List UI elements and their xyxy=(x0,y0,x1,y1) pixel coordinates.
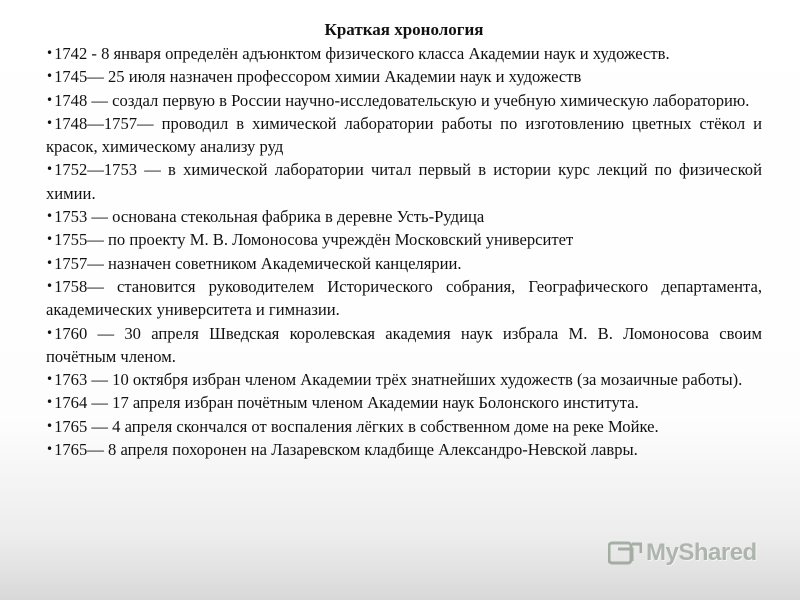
list-item-text: 1742 - 8 января определён адъюнктом физического класса Академии наук и художеств. xyxy=(54,44,670,63)
bullet-icon: • xyxy=(46,418,54,433)
bullet-icon: • xyxy=(46,115,54,130)
list-item xyxy=(46,252,762,275)
list-item-text: 1765— 8 апреля похоронен на Лазаревском кладбище Александро-Невской лавры. xyxy=(54,440,638,460)
list-item-text: 1753 — основана стекольная фабрика в деревне Усть-Рудица xyxy=(54,207,485,227)
bullet-icon: • xyxy=(46,395,54,410)
list-item-text: 1748 — создал первую в России научно-исследовательскую и учебную химическую лабораторию. xyxy=(54,90,750,110)
list-item-text: 1752—1753 — в химической лаборатории читал первый в истории курс лекций по физической химии. xyxy=(46,160,762,203)
list-item-text: 1765 — 4 апреля скончался от воспаления лёгких в собственном доме на реке Мойке. xyxy=(54,416,659,436)
list-item xyxy=(46,391,762,414)
bullet-icon: • xyxy=(46,69,54,84)
watermark-text: MyShared xyxy=(646,539,757,566)
slide xyxy=(46,18,762,461)
list-item-text: 1745— 25 июля назначен профессором химии Академии наук и художеств xyxy=(54,67,582,87)
list-item xyxy=(46,158,762,205)
list-item xyxy=(46,89,762,112)
list-item xyxy=(46,415,762,438)
chronology-list xyxy=(46,42,762,461)
list-item-text: 1760 — 30 апреля Шведская королевская академия наук избрала М. В. Ломоносова своим почётным членом. xyxy=(46,323,762,366)
list-item xyxy=(46,275,762,322)
bullet-icon: • xyxy=(46,162,54,177)
list-item xyxy=(46,438,762,461)
page-title: Краткая хронология xyxy=(324,20,484,39)
list-item-text: 1763 — 10 октября избран членом Академии трёх знатнейших художеств (за мозаичные работы). xyxy=(54,370,743,390)
bullet-icon: • xyxy=(46,232,54,247)
list-item-text: 1758— становится руководителем Исторического собрания, Географического департамента, академических университета и гимназии. xyxy=(46,276,762,320)
bullet-icon: • xyxy=(46,92,54,107)
bullet-icon: • xyxy=(46,209,54,224)
watermark xyxy=(608,538,757,568)
list-item xyxy=(46,228,762,251)
bullet-icon: • xyxy=(46,372,54,387)
bullet-icon: • xyxy=(46,442,54,457)
list-item xyxy=(46,65,762,88)
list-item-text: 1757— назначен советником Академической канцелярии. xyxy=(54,253,462,273)
list-item xyxy=(46,205,762,228)
list-item xyxy=(46,42,762,65)
list-item-text: 1764 — 17 апреля избран почётным членом Академии наук Болонского института. xyxy=(54,393,639,413)
myshared-logo-icon xyxy=(608,540,642,566)
list-item xyxy=(46,112,762,159)
bullet-icon: • xyxy=(46,255,54,270)
bullet-icon: • xyxy=(46,325,54,340)
bullet-icon: • xyxy=(46,46,54,60)
bullet-icon: • xyxy=(46,278,54,293)
list-item xyxy=(46,322,762,369)
list-item-text: 1748—1757— проводил в химической лаборатории работы по изготовлению цветных стёкол и красок, химическому анализу руд xyxy=(46,113,762,157)
list-item-text: 1755— по проекту М. В. Ломоносова учреждён Московский университет xyxy=(54,230,574,250)
list-item xyxy=(46,368,762,391)
